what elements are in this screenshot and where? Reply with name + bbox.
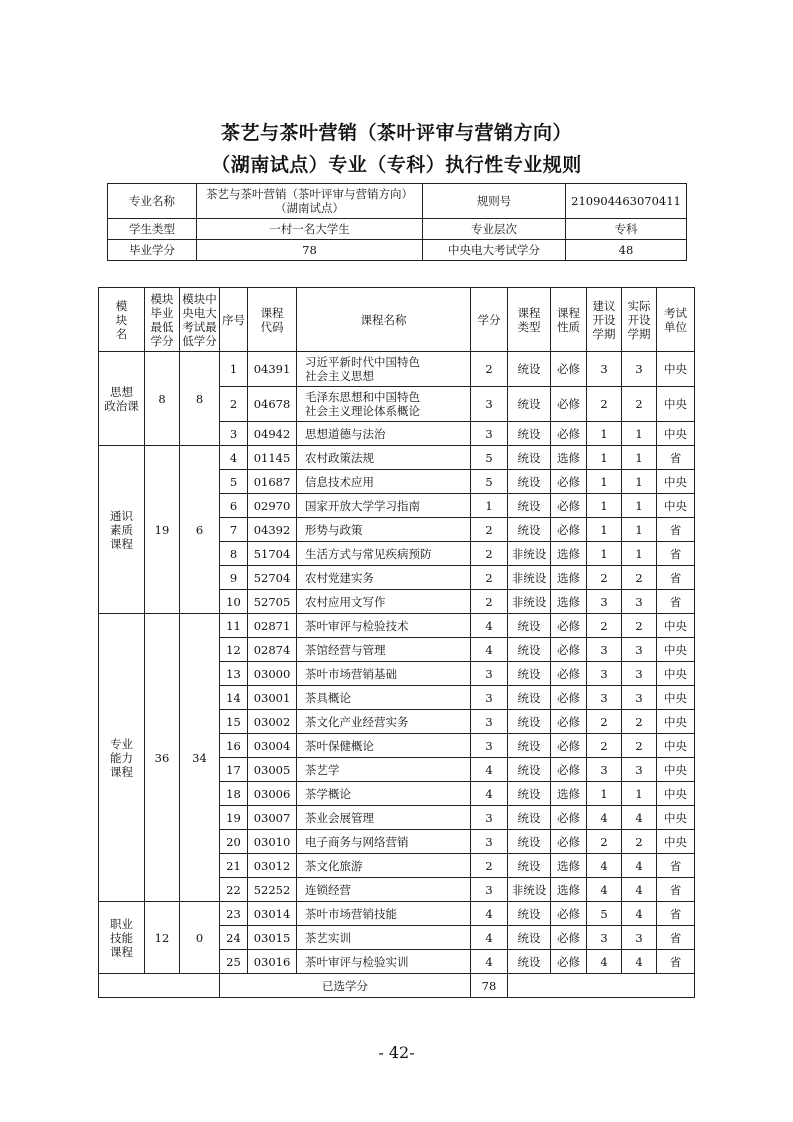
course-nature: 选修 (551, 782, 587, 806)
info-table (107, 183, 687, 261)
course-credit: 3 (471, 387, 508, 422)
table-row (99, 902, 695, 926)
course-type: 统设 (508, 470, 551, 494)
course-seq: 23 (220, 902, 248, 926)
header-code: 课程 代码 (248, 288, 297, 352)
course-type: 统设 (508, 638, 551, 662)
course-exam-unit: 中央 (657, 758, 695, 782)
course-credit: 3 (471, 830, 508, 854)
course-type: 统设 (508, 662, 551, 686)
module-name: 专业 能力 课程 (99, 614, 145, 902)
course-actual-term: 1 (622, 422, 657, 446)
course-actual-term: 2 (622, 566, 657, 590)
course-seq: 5 (220, 470, 248, 494)
course-actual-term: 1 (622, 446, 657, 470)
course-nature: 必修 (551, 470, 587, 494)
header-min-central: 模块中 央电大 考试最 低学分 (180, 288, 220, 352)
course-nature: 必修 (551, 830, 587, 854)
course-credit: 3 (471, 878, 508, 902)
header-min-grad: 模块 毕业 最低 学分 (145, 288, 180, 352)
course-nature: 选修 (551, 878, 587, 902)
table-row (99, 352, 695, 387)
course-name: 连锁经营 (297, 878, 471, 902)
course-name: 茶叶保健概论 (297, 734, 471, 758)
selected-credit-label: 已选学分 (220, 974, 471, 998)
course-code: 04391 (248, 352, 297, 387)
course-credit: 3 (471, 422, 508, 446)
course-suggest-term: 3 (587, 352, 622, 387)
course-name: 茶艺学 (297, 758, 471, 782)
module-name: 通识 素质 课程 (99, 446, 145, 614)
course-type: 非统设 (508, 542, 551, 566)
module-min-grad: 8 (145, 352, 180, 446)
grad-credit-label: 毕业学分 (108, 240, 197, 261)
footer-blank (99, 974, 220, 998)
course-code: 04678 (248, 387, 297, 422)
course-nature: 必修 (551, 638, 587, 662)
course-seq: 1 (220, 352, 248, 387)
course-seq: 16 (220, 734, 248, 758)
page-title-line2: （湖南试点）专业（专科）执行性专业规则 (211, 154, 582, 176)
course-name: 习近平新时代中国特色 社会主义思想 (297, 352, 471, 387)
course-actual-term: 3 (622, 590, 657, 614)
course-name: 茶文化旅游 (297, 854, 471, 878)
course-seq: 21 (220, 854, 248, 878)
course-name: 农村政策法规 (297, 446, 471, 470)
course-credit: 2 (471, 854, 508, 878)
course-name: 农村党建实务 (297, 566, 471, 590)
module-min-central: 0 (180, 902, 220, 974)
course-actual-term: 4 (622, 902, 657, 926)
header-exam-unit: 考试 单位 (657, 288, 695, 352)
course-actual-term: 2 (622, 734, 657, 758)
course-name: 茶叶市场营销基础 (297, 662, 471, 686)
course-nature: 必修 (551, 734, 587, 758)
course-suggest-term: 1 (587, 422, 622, 446)
course-name: 毛泽东思想和中国特色 社会主义理论体系概论 (297, 387, 471, 422)
course-exam-unit: 中央 (657, 470, 695, 494)
course-exam-unit: 中央 (657, 686, 695, 710)
course-nature: 必修 (551, 518, 587, 542)
course-credit: 3 (471, 734, 508, 758)
course-type: 统设 (508, 614, 551, 638)
course-seq: 20 (220, 830, 248, 854)
header-nature: 课程 性质 (551, 288, 587, 352)
course-name: 茶叶审评与检验技术 (297, 614, 471, 638)
course-suggest-term: 3 (587, 590, 622, 614)
course-nature: 必修 (551, 614, 587, 638)
rule-no-value: 210904463070411 (566, 184, 687, 219)
course-credit: 3 (471, 662, 508, 686)
course-nature: 必修 (551, 806, 587, 830)
course-nature: 必修 (551, 494, 587, 518)
level-value: 专科 (566, 219, 687, 240)
header-seq: 序号 (220, 288, 248, 352)
course-actual-term: 2 (622, 830, 657, 854)
course-suggest-term: 2 (587, 614, 622, 638)
course-type: 非统设 (508, 878, 551, 902)
course-seq: 13 (220, 662, 248, 686)
course-actual-term: 3 (622, 352, 657, 387)
module-name: 思想 政治课 (99, 352, 145, 446)
course-nature: 必修 (551, 758, 587, 782)
course-nature: 必修 (551, 950, 587, 974)
course-type: 统设 (508, 902, 551, 926)
course-exam-unit: 中央 (657, 806, 695, 830)
header-name: 课程名称 (297, 288, 471, 352)
course-name: 茶叶市场营销技能 (297, 902, 471, 926)
footer-row (99, 974, 695, 998)
course-type: 统设 (508, 710, 551, 734)
course-credit: 2 (471, 566, 508, 590)
course-type: 统设 (508, 758, 551, 782)
course-exam-unit: 中央 (657, 782, 695, 806)
page-number: - 42- (378, 1043, 415, 1062)
course-credit: 3 (471, 710, 508, 734)
course-seq: 7 (220, 518, 248, 542)
central-credit-label: 中央电大考试学分 (423, 240, 566, 261)
course-code: 52705 (248, 590, 297, 614)
course-type: 统设 (508, 686, 551, 710)
course-exam-unit: 中央 (657, 830, 695, 854)
course-actual-term: 3 (622, 638, 657, 662)
course-nature: 必修 (551, 662, 587, 686)
course-nature: 必修 (551, 352, 587, 387)
course-seq: 14 (220, 686, 248, 710)
course-code: 03015 (248, 926, 297, 950)
course-name: 电子商务与网络营销 (297, 830, 471, 854)
course-type: 统设 (508, 352, 551, 387)
course-exam-unit: 省 (657, 566, 695, 590)
course-nature: 必修 (551, 926, 587, 950)
course-suggest-term: 3 (587, 758, 622, 782)
course-nature: 必修 (551, 710, 587, 734)
course-suggest-term: 2 (587, 830, 622, 854)
course-credit: 3 (471, 806, 508, 830)
course-code: 02871 (248, 614, 297, 638)
course-exam-unit: 中央 (657, 638, 695, 662)
course-suggest-term: 1 (587, 470, 622, 494)
course-actual-term: 4 (622, 854, 657, 878)
course-credit: 4 (471, 614, 508, 638)
course-actual-term: 1 (622, 518, 657, 542)
course-seq: 4 (220, 446, 248, 470)
module-min-grad: 12 (145, 902, 180, 974)
course-type: 统设 (508, 494, 551, 518)
course-type: 统设 (508, 830, 551, 854)
course-code: 52252 (248, 878, 297, 902)
course-name: 农村应用文写作 (297, 590, 471, 614)
module-min-central: 34 (180, 614, 220, 902)
course-actual-term: 3 (622, 662, 657, 686)
course-seq: 2 (220, 387, 248, 422)
course-credit: 2 (471, 542, 508, 566)
course-exam-unit: 省 (657, 854, 695, 878)
course-name: 茶文化产业经营实务 (297, 710, 471, 734)
course-seq: 24 (220, 926, 248, 950)
course-suggest-term: 1 (587, 518, 622, 542)
course-code: 03005 (248, 758, 297, 782)
course-type: 非统设 (508, 566, 551, 590)
course-name: 茶馆经营与管理 (297, 638, 471, 662)
course-suggest-term: 1 (587, 782, 622, 806)
course-actual-term: 4 (622, 806, 657, 830)
course-seq: 10 (220, 590, 248, 614)
module-min-grad: 19 (145, 446, 180, 614)
course-exam-unit: 中央 (657, 734, 695, 758)
header-credit: 学分 (471, 288, 508, 352)
course-credit: 2 (471, 518, 508, 542)
course-suggest-term: 1 (587, 446, 622, 470)
course-type: 统设 (508, 734, 551, 758)
student-type-value: 一村一名大学生 (197, 219, 423, 240)
course-nature: 必修 (551, 422, 587, 446)
footer-blank-right (508, 974, 695, 998)
course-name: 形势与政策 (297, 518, 471, 542)
course-type: 统设 (508, 854, 551, 878)
course-exam-unit: 省 (657, 518, 695, 542)
header-actual-term: 实际 开设 学期 (622, 288, 657, 352)
course-exam-unit: 中央 (657, 614, 695, 638)
course-exam-unit: 中央 (657, 710, 695, 734)
course-exam-unit: 省 (657, 950, 695, 974)
course-type: 统设 (508, 518, 551, 542)
course-seq: 15 (220, 710, 248, 734)
course-seq: 12 (220, 638, 248, 662)
course-code: 04942 (248, 422, 297, 446)
course-credit: 2 (471, 352, 508, 387)
course-suggest-term: 3 (587, 686, 622, 710)
course-exam-unit: 省 (657, 590, 695, 614)
course-exam-unit: 中央 (657, 494, 695, 518)
course-nature: 必修 (551, 902, 587, 926)
course-name: 思想道德与法治 (297, 422, 471, 446)
table-row (99, 446, 695, 470)
course-nature: 选修 (551, 542, 587, 566)
header-module: 模 块 名 (99, 288, 145, 352)
course-code: 03012 (248, 854, 297, 878)
course-actual-term: 2 (622, 710, 657, 734)
course-credit: 3 (471, 686, 508, 710)
course-exam-unit: 中央 (657, 387, 695, 422)
course-type: 统设 (508, 387, 551, 422)
course-suggest-term: 4 (587, 854, 622, 878)
header-suggest-term: 建议 开设 学期 (587, 288, 622, 352)
course-credit: 4 (471, 902, 508, 926)
course-actual-term: 4 (622, 878, 657, 902)
course-actual-term: 2 (622, 387, 657, 422)
course-actual-term: 2 (622, 614, 657, 638)
course-suggest-term: 4 (587, 806, 622, 830)
course-seq: 19 (220, 806, 248, 830)
course-credit: 5 (471, 446, 508, 470)
course-code: 03001 (248, 686, 297, 710)
level-label: 专业层次 (423, 219, 566, 240)
course-actual-term: 4 (622, 950, 657, 974)
course-code: 03000 (248, 662, 297, 686)
course-code: 03002 (248, 710, 297, 734)
selected-credit-value: 78 (471, 974, 508, 998)
course-suggest-term: 3 (587, 926, 622, 950)
course-credit: 4 (471, 638, 508, 662)
course-exam-unit: 省 (657, 446, 695, 470)
course-seq: 25 (220, 950, 248, 974)
course-type: 统设 (508, 806, 551, 830)
module-min-central: 6 (180, 446, 220, 614)
course-name: 茶业会展管理 (297, 806, 471, 830)
course-code: 02970 (248, 494, 297, 518)
course-nature: 选修 (551, 566, 587, 590)
course-suggest-term: 2 (587, 710, 622, 734)
course-actual-term: 3 (622, 686, 657, 710)
course-seq: 8 (220, 542, 248, 566)
course-suggest-term: 3 (587, 638, 622, 662)
course-suggest-term: 1 (587, 542, 622, 566)
course-seq: 9 (220, 566, 248, 590)
course-code: 03006 (248, 782, 297, 806)
course-code: 03004 (248, 734, 297, 758)
course-code: 03016 (248, 950, 297, 974)
course-actual-term: 1 (622, 782, 657, 806)
module-min-grad: 36 (145, 614, 180, 902)
course-nature: 必修 (551, 686, 587, 710)
course-actual-term: 3 (622, 758, 657, 782)
course-exam-unit: 省 (657, 542, 695, 566)
central-credit-value: 48 (566, 240, 687, 261)
header-row (99, 288, 695, 352)
course-credit: 4 (471, 758, 508, 782)
course-code: 01145 (248, 446, 297, 470)
course-type: 统设 (508, 422, 551, 446)
course-suggest-term: 2 (587, 387, 622, 422)
course-credit: 4 (471, 926, 508, 950)
module-min-central: 8 (180, 352, 220, 446)
course-nature: 必修 (551, 387, 587, 422)
course-exam-unit: 中央 (657, 662, 695, 686)
course-credit: 5 (471, 470, 508, 494)
course-nature: 选修 (551, 446, 587, 470)
course-name: 茶艺实训 (297, 926, 471, 950)
grad-credit-value: 78 (197, 240, 423, 261)
module-name: 职业 技能 课程 (99, 902, 145, 974)
course-code: 03010 (248, 830, 297, 854)
course-type: 统设 (508, 950, 551, 974)
rule-no-label: 规则号 (423, 184, 566, 219)
course-credit: 4 (471, 782, 508, 806)
course-suggest-term: 4 (587, 878, 622, 902)
course-seq: 11 (220, 614, 248, 638)
course-type: 统设 (508, 446, 551, 470)
course-name: 茶具概论 (297, 686, 471, 710)
course-seq: 3 (220, 422, 248, 446)
header-course-type: 课程 类型 (508, 288, 551, 352)
course-credit: 1 (471, 494, 508, 518)
course-code: 02874 (248, 638, 297, 662)
course-credit: 4 (471, 950, 508, 974)
course-code: 03014 (248, 902, 297, 926)
table-row (99, 614, 695, 638)
course-seq: 22 (220, 878, 248, 902)
course-nature: 选修 (551, 590, 587, 614)
course-code: 03007 (248, 806, 297, 830)
course-table (98, 287, 695, 998)
course-nature: 选修 (551, 854, 587, 878)
course-actual-term: 1 (622, 542, 657, 566)
course-seq: 18 (220, 782, 248, 806)
course-actual-term: 3 (622, 926, 657, 950)
course-code: 52704 (248, 566, 297, 590)
course-name: 茶叶审评与检验实训 (297, 950, 471, 974)
course-seq: 6 (220, 494, 248, 518)
course-suggest-term: 2 (587, 566, 622, 590)
course-suggest-term: 4 (587, 950, 622, 974)
course-suggest-term: 5 (587, 902, 622, 926)
course-type: 统设 (508, 782, 551, 806)
course-exam-unit: 省 (657, 902, 695, 926)
course-name: 生活方式与常见疾病预防 (297, 542, 471, 566)
course-code: 04392 (248, 518, 297, 542)
course-exam-unit: 省 (657, 878, 695, 902)
course-type: 非统设 (508, 590, 551, 614)
course-credit: 2 (471, 590, 508, 614)
course-code: 51704 (248, 542, 297, 566)
course-code: 01687 (248, 470, 297, 494)
page-title-line1: 茶艺与茶叶营销（茶叶评审与营销方向） (220, 122, 572, 144)
course-suggest-term: 1 (587, 494, 622, 518)
course-name: 国家开放大学学习指南 (297, 494, 471, 518)
course-exam-unit: 中央 (657, 352, 695, 387)
course-suggest-term: 3 (587, 662, 622, 686)
course-name: 茶学概论 (297, 782, 471, 806)
major-value: 茶艺与茶叶营销（茶叶评审与营销方向） （湖南试点） (197, 184, 423, 219)
course-actual-term: 1 (622, 494, 657, 518)
course-actual-term: 1 (622, 470, 657, 494)
course-name: 信息技术应用 (297, 470, 471, 494)
major-label: 专业名称 (108, 184, 197, 219)
course-exam-unit: 省 (657, 926, 695, 950)
course-suggest-term: 2 (587, 734, 622, 758)
course-exam-unit: 中央 (657, 422, 695, 446)
student-type-label: 学生类型 (108, 219, 197, 240)
course-type: 统设 (508, 926, 551, 950)
course-seq: 17 (220, 758, 248, 782)
